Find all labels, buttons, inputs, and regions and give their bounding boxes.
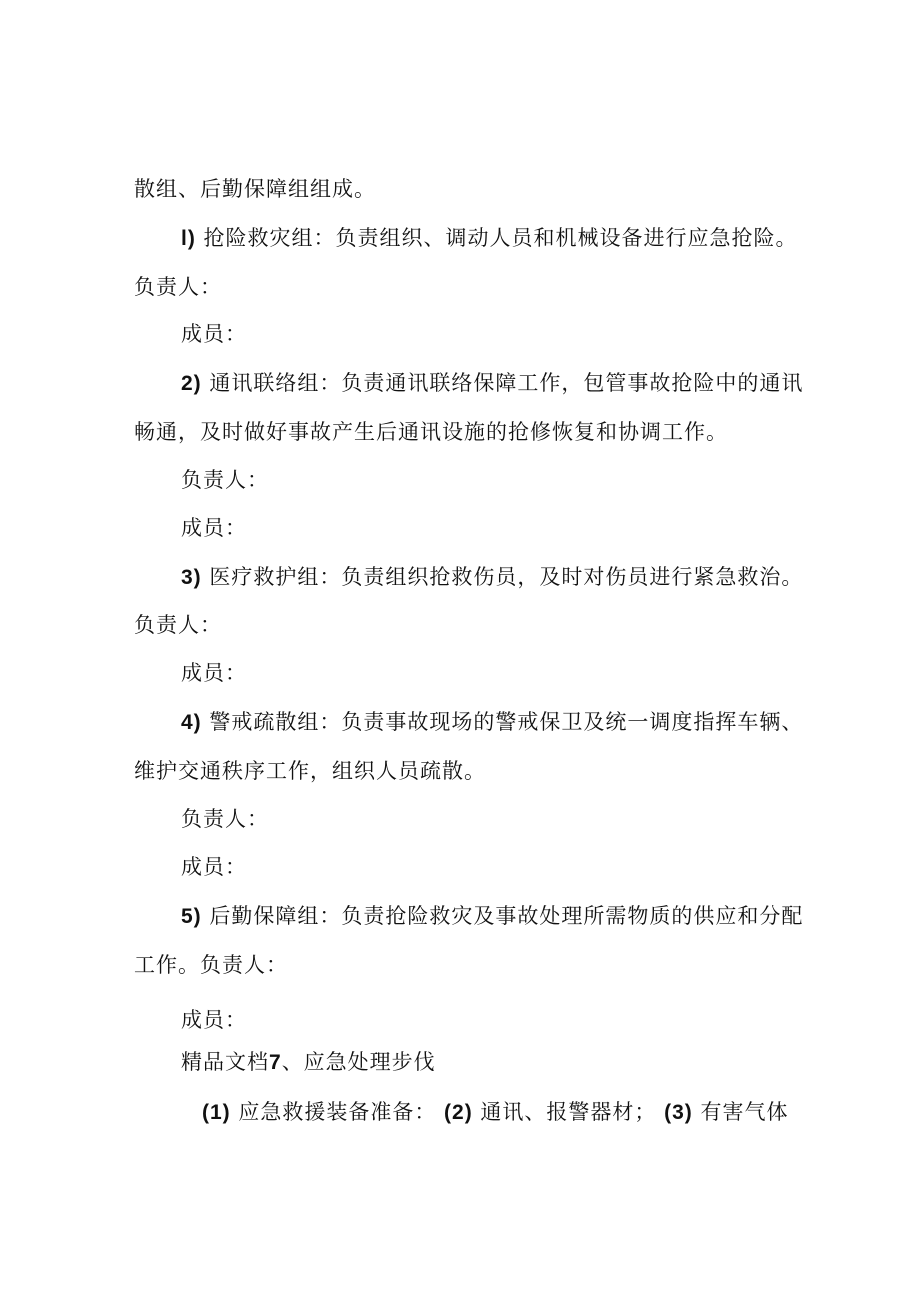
- responsible-person-label: [134, 273, 222, 301]
- text: 工作。负责人：: [134, 953, 288, 977]
- section-number: 7: [269, 1051, 282, 1074]
- text: 、应急处理步伐: [281, 1050, 436, 1074]
- item-number: 2): [181, 372, 202, 395]
- paragraph-medical-group: [181, 563, 803, 592]
- text: 通讯联络组：负责通讯联络保障工作，包管事故抢险中的通讯: [209, 371, 804, 395]
- text: 负责人：: [134, 613, 222, 637]
- text: 成员：: [181, 322, 247, 346]
- text: 后勤保障组：负责抢险救灾及事故处理所需物质的供应和分配: [209, 904, 804, 928]
- text: 负责人：: [134, 275, 222, 299]
- item-number: 4): [181, 711, 202, 734]
- item-number: (1): [202, 1101, 231, 1124]
- paragraph-communication-group: [181, 369, 803, 398]
- text: 抢险救灾组：负责组织、调动人员和机械设备进行应急抢险。: [203, 226, 798, 250]
- paragraph-logistics-continued: [134, 951, 288, 979]
- responsible-person-label: [181, 805, 269, 833]
- text: 维护交通秩序工作，组织人员疏散。: [134, 759, 486, 783]
- text: 应急救援装备准备：: [238, 1100, 437, 1124]
- text: 通讯、报警器材；: [480, 1100, 657, 1124]
- members-label: [181, 659, 247, 687]
- item-number: 3): [181, 566, 202, 589]
- item-number: l): [181, 227, 196, 250]
- paragraph-communication-continued: [134, 418, 728, 446]
- paragraph-logistics-group: [181, 902, 803, 931]
- paragraph-security-group: [181, 708, 803, 737]
- text: 成员：: [181, 516, 247, 540]
- members-label: [181, 320, 247, 348]
- text: 成员：: [181, 661, 247, 685]
- text: 有害气体: [700, 1100, 789, 1124]
- item-number: 5): [181, 905, 202, 928]
- section-heading-emergency-steps: [181, 1048, 436, 1077]
- members-label: [181, 853, 247, 881]
- paragraph-security-continued: [134, 757, 486, 785]
- text: 警戒疏散组：负责事故现场的警戒保卫及统一调度指挥车辆、: [209, 710, 804, 734]
- paragraph-line-organization-end: [134, 175, 376, 203]
- text: 成员：: [181, 855, 247, 879]
- text: 负责人：: [181, 468, 269, 492]
- responsible-person-label: [134, 611, 222, 639]
- text: 负责人：: [181, 807, 269, 831]
- item-number: (3): [664, 1101, 693, 1124]
- item-number: (2): [444, 1101, 473, 1124]
- text: 散组、后勤保障组组成。: [134, 177, 376, 201]
- responsible-person-label: [181, 466, 269, 494]
- members-label: [181, 514, 247, 542]
- text: 医疗救护组：负责组织抢救伤员，及时对伤员进行紧急救治。: [209, 565, 804, 589]
- text: 精品文档: [181, 1050, 269, 1074]
- members-label: [181, 1006, 247, 1034]
- paragraph-emergency-equipment: [202, 1098, 788, 1127]
- paragraph-rescue-group: [181, 224, 798, 253]
- text: 畅通，及时做好事故产生后通讯设施的抢修恢复和协调工作。: [134, 420, 728, 444]
- text: 成员：: [181, 1008, 247, 1032]
